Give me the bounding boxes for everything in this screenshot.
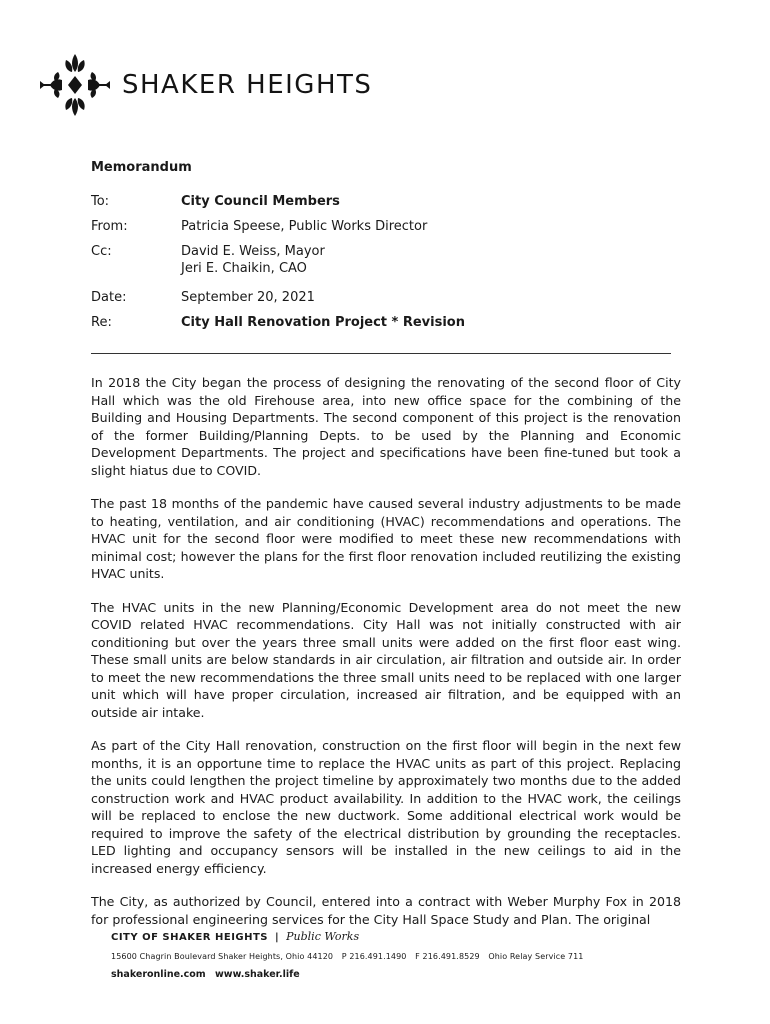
- paragraph-1: In 2018 the City began the process of designing the renovating of the second floor of City Hall which was the old Firehouse area, into new office space for the combining of the Building and Housing Departments. The second component of this project is the renovation of the former Building/Planning Depts. to be used by the Planning and Economic Development Departments. The project and specifications have been fine-tuned but took a slight hiatus due to COVID.: [91, 375, 681, 478]
- re-value: City Hall Renovation Project * Revision: [181, 315, 465, 330]
- footer-site-shaker-life[interactable]: www.shaker.life: [215, 969, 300, 980]
- header-divider: [91, 353, 671, 354]
- shaker-heights-logo: [40, 50, 372, 120]
- cc-label: Cc:: [91, 244, 112, 259]
- to-value: City Council Members: [181, 194, 340, 209]
- footer-phone: P 216.491.1490: [341, 952, 407, 961]
- footer-separator: |: [275, 932, 280, 943]
- re-label: Re:: [91, 315, 112, 330]
- letterhead-footer: [111, 930, 671, 980]
- memo-title: Memorandum: [91, 160, 192, 175]
- footer-fax: F 216.491.8529: [415, 952, 480, 961]
- paragraph-4: As part of the City Hall renovation, construction on the first floor will begin in the next few months, it is an opportune time to replace the HVAC units as part of this project. Replacing the units could lengthen the project timeline by approximately two months due to the added construction work and HVAC product availability. In addition to the HVAC work, the ceilings will be replaced to enclose the new ductwork. Some additional electrical work would be required to improve the safety of the electrical distribution by grounding the receptacles. LED lighting and occupancy sensors will be installed in the new ceilings to aid in the increased energy efficiency.: [91, 738, 681, 876]
- footer-relay: Ohio Relay Service 711: [488, 952, 584, 961]
- paragraph-3: The HVAC units in the new Planning/Economic Development area do not meet the new COVID related HVAC recommendations. City Hall was not initially constructed with air conditioning but over the years three small units were added on the first floor east wing. These small units are below standards in air circulation, air filtration and outside air. In order to meet the new recommendations the three small units need to be replaced with one larger unit which will have proper circulation, increased air filtration, and be equipped with an outside air intake.: [91, 599, 681, 720]
- footer-dept: Public Works: [286, 930, 360, 943]
- footer-org: CITY OF SHAKER HEIGHTS: [111, 932, 269, 943]
- footer-site-shakeronline[interactable]: shakeronline.com: [111, 969, 206, 980]
- paragraph-2: The past 18 months of the pandemic have caused several industry adjustments to be made to heating, ventilation, and air conditioning (HVAC) recommendations and operations. The HVAC unit for the second floor were modified to meet these new recommendations with minimal cost; however the plans for the first floor renovation included reutilizing the existing HVAC units.: [91, 496, 681, 581]
- cc-value-cao: Jeri E. Chaikin, CAO: [181, 261, 307, 276]
- footer-org-line: [111, 930, 671, 943]
- footer-web-line: [111, 969, 671, 980]
- from-label: From:: [91, 219, 128, 234]
- to-label: To:: [91, 194, 110, 209]
- footer-address: 15600 Chagrin Boulevard Shaker Heights, Ohio 44120: [111, 952, 334, 961]
- paragraph-5: The City, as authorized by Council, entered into a contract with Weber Murphy Fox in 2018 for professional engineering services for the City Hall Space Study and Plan. The original: [91, 894, 681, 927]
- memo-body: [91, 374, 681, 944]
- date-value: September 20, 2021: [181, 290, 315, 305]
- cc-value-mayor: David E. Weiss, Mayor: [181, 244, 325, 259]
- logo-wordmark: SHAKER HEIGHTS: [122, 70, 373, 100]
- leaf-emblem-icon: [40, 50, 110, 120]
- date-label: Date:: [91, 290, 127, 305]
- footer-address-line: [111, 952, 671, 961]
- from-value: Patricia Speese, Public Works Director: [181, 219, 428, 234]
